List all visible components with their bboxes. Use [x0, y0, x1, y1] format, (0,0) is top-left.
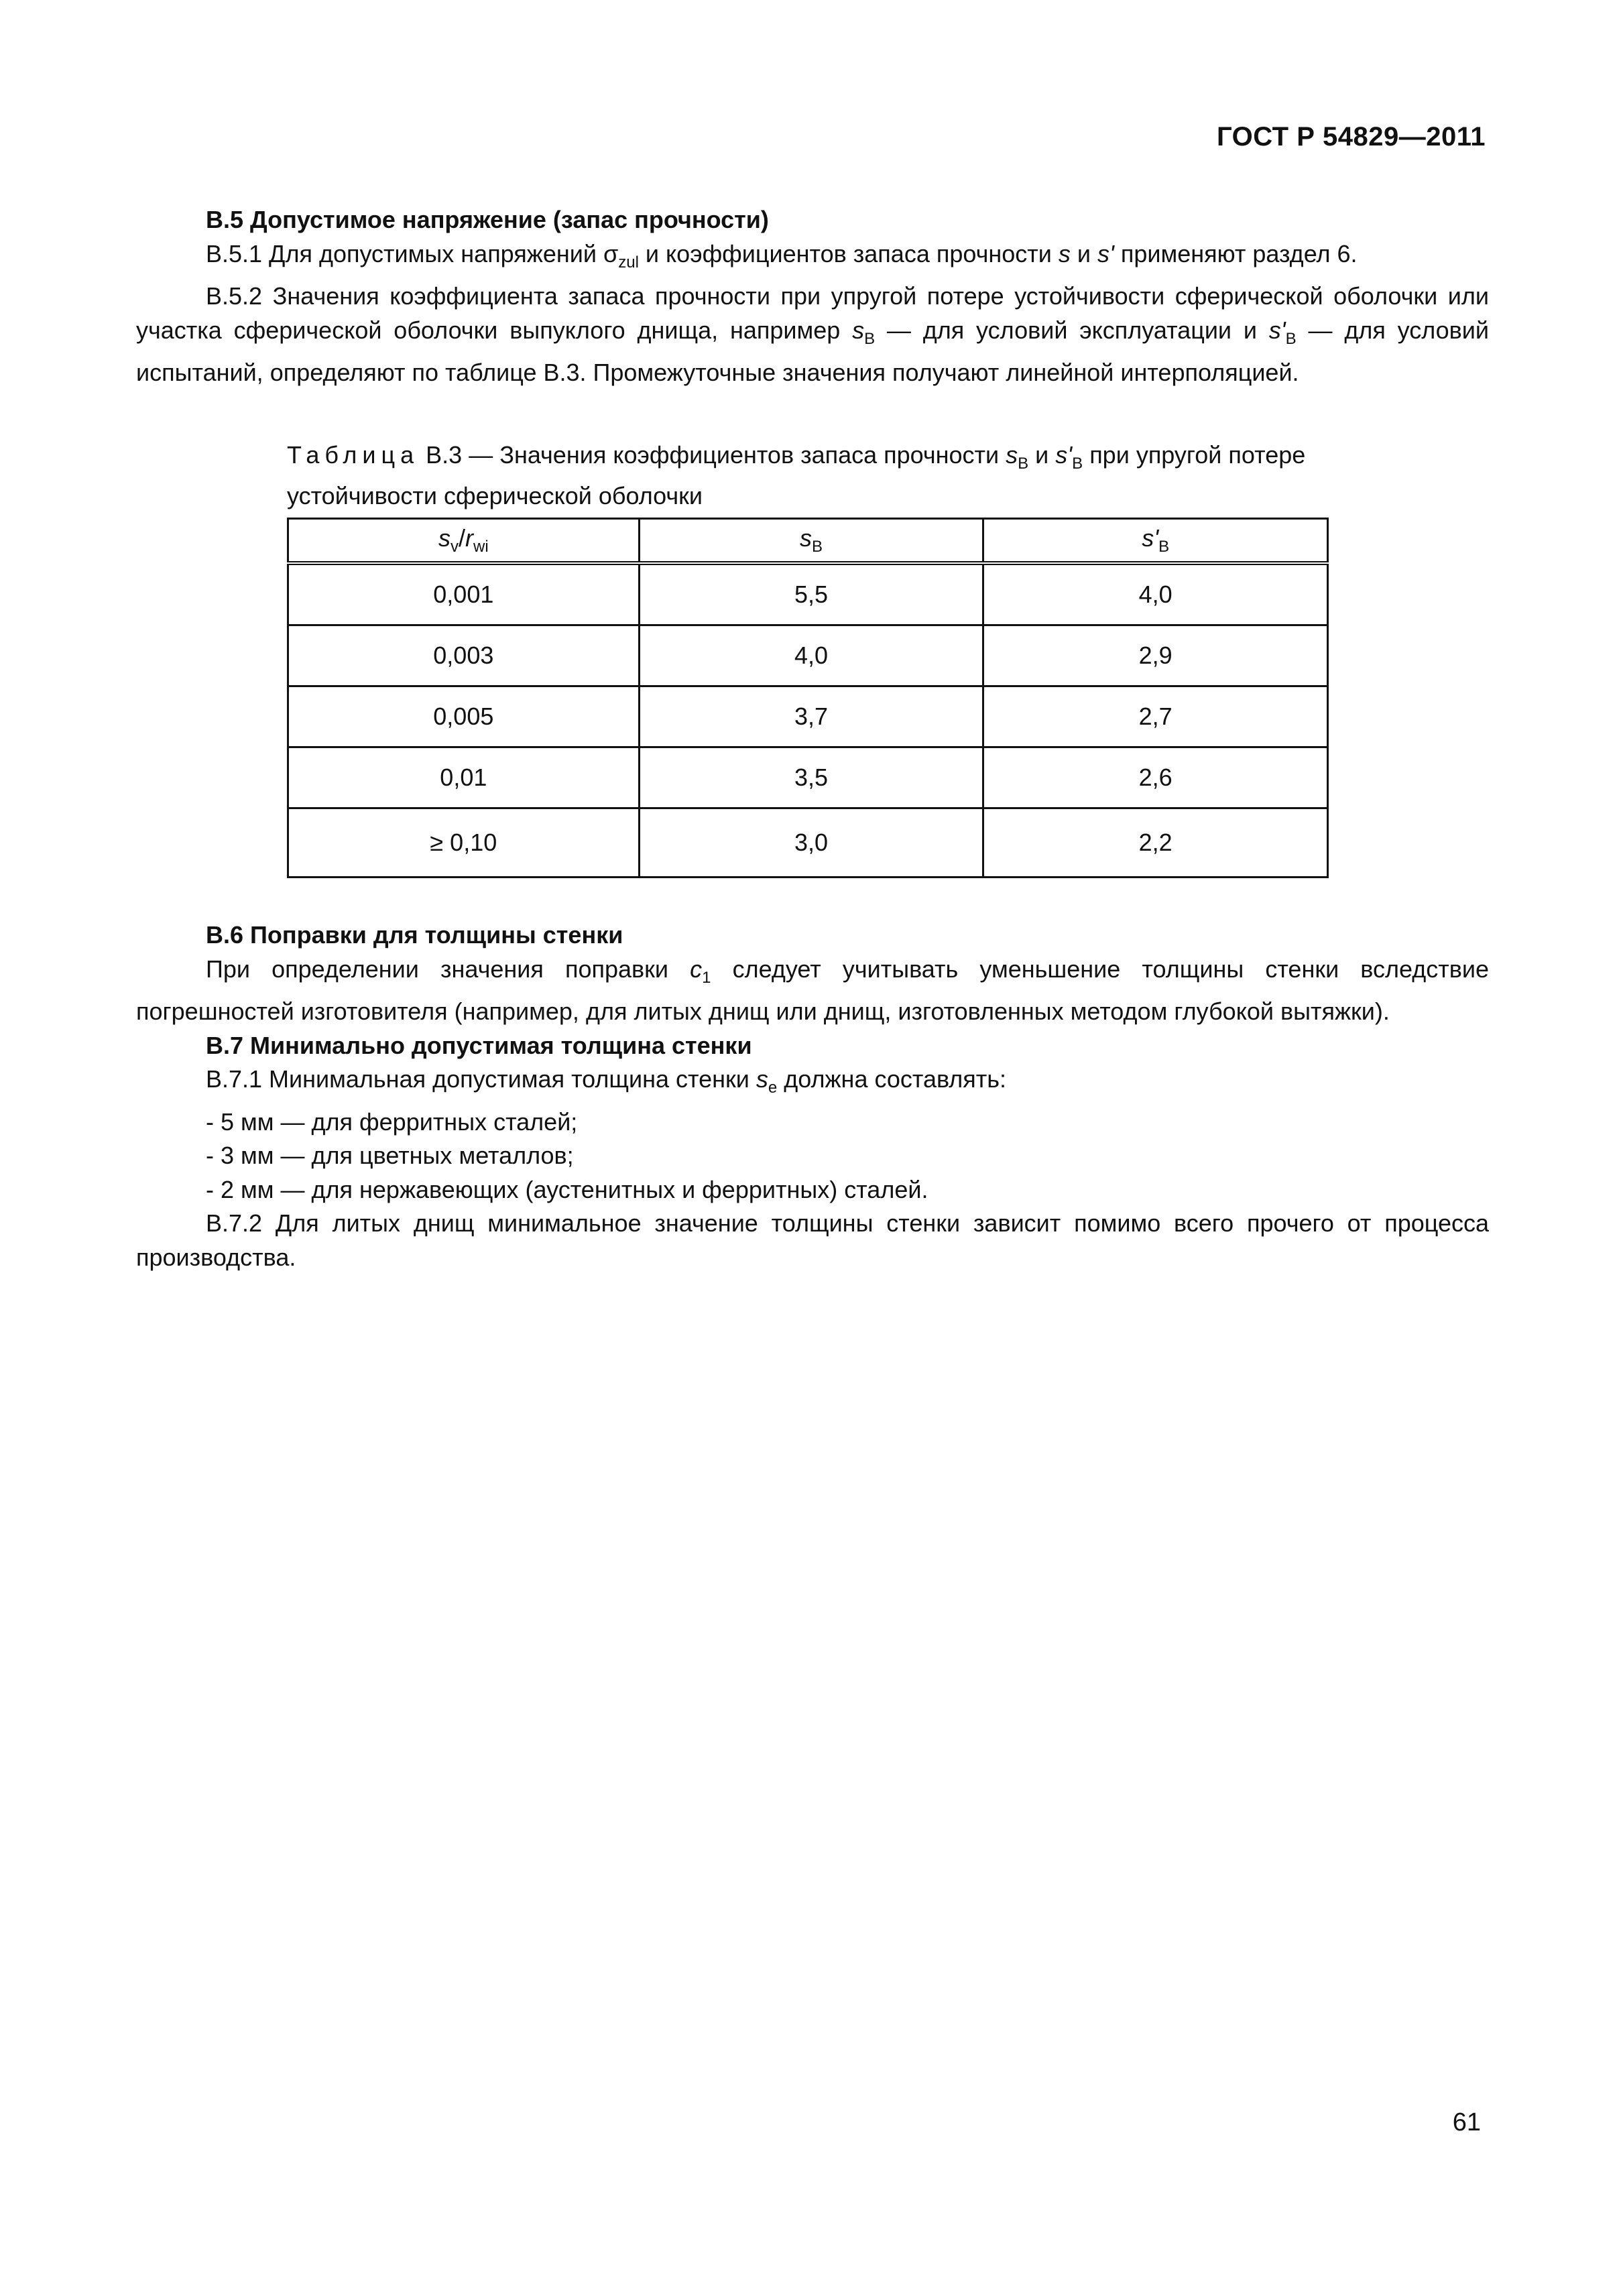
safety-factor-table — [287, 518, 1329, 878]
paragraph-b7-1: В.7.1 Минимальная допустимая толщина стенки $s_e$ должна составлять: — [206, 1065, 1007, 1097]
table-cell: 2,2 — [983, 808, 1328, 878]
paragraph-b6-1: При определении значения поправки $c_1$ следует учитывать уменьшение толщины стенки вследствие погрешностей изготовителя (например, для литых днищ или днищ, изготовленных методом глубокой вытяжки). — [136, 955, 1489, 1026]
table-row — [288, 808, 1328, 878]
table-cell: 0,005 — [288, 686, 640, 747]
header-sv-rwi: $s_v/r_{wi}$ — [288, 519, 640, 564]
section-title: В.6 Поправки для толщины стенки — [206, 921, 623, 949]
table-row — [288, 686, 1328, 747]
table-cell: 4,0 — [639, 625, 983, 686]
list-item: - 3 мм — для цветных металлов; — [206, 1142, 574, 1170]
list-item: - 5 мм — для ферритных сталей; — [206, 1107, 578, 1136]
table-cell: 2,6 — [983, 747, 1328, 808]
table-row — [288, 625, 1328, 686]
page-number: 61 — [1452, 2108, 1481, 2136]
section-b6-b7 — [136, 918, 1489, 1274]
table-cell: 0,01 — [288, 747, 640, 808]
paragraph-b7-2: В.7.2 Для литых днищ минимальное значение толщины стенки зависит помимо всего прочего от процесса производства. — [136, 1209, 1489, 1271]
section-title: В.5 Допустимое напряжение (запас прочности) — [206, 206, 769, 233]
table-cell: 3,5 — [639, 747, 983, 808]
paragraph-b5-2: В.5.2 Значения коэффициента запаса прочности при упругой потере устойчивости сферической оболочки или участка сферической оболочки выпуклого днища, например $s_B$ — для условий эксплуатации и $s'_B$ — для условий испытаний, определяют по таблице В.3. Промежуточные значения получают линейной интерполяцией. — [136, 282, 1490, 387]
document-code: ГОСТ Р 54829—2011 — [1217, 122, 1486, 152]
table-cell: 2,7 — [983, 686, 1328, 747]
list-item: - 2 мм — для нержавеющих (аустенитных и ферритных) сталей. — [206, 1175, 928, 1203]
section-b5 — [136, 203, 1489, 390]
table-cell: ≥ 0,10 — [288, 808, 640, 878]
table-cell: 3,0 — [639, 808, 983, 878]
table-cell: 3,7 — [639, 686, 983, 747]
paragraph-b5-1: В.5.1 Для допустимых напряжений $\sigma_{zul}$ и коэффициентов запаса прочности s и s' применяют раздел 6. — [206, 239, 1358, 271]
table-cell: 5,5 — [639, 563, 983, 625]
table-row — [288, 563, 1328, 625]
table-header-row — [288, 519, 1328, 564]
section-title: В.7 Минимально допустимая толщина стенки — [206, 1031, 752, 1059]
header-sb: $s_B$ — [639, 519, 983, 564]
table-row — [288, 747, 1328, 808]
header-sb-prime: $s'_B$ — [983, 519, 1328, 564]
table-cell: 2,9 — [983, 625, 1328, 686]
table-cell: 0,001 — [288, 563, 640, 625]
table-cell: 0,003 — [288, 625, 640, 686]
table-caption: Таблица В.3 — Значения коэффициентов запаса прочности $s_B$ и $s'_B$ при упругой потере устойчивости сферической оболочки — [287, 441, 1306, 510]
table-cell: 4,0 — [983, 563, 1328, 625]
